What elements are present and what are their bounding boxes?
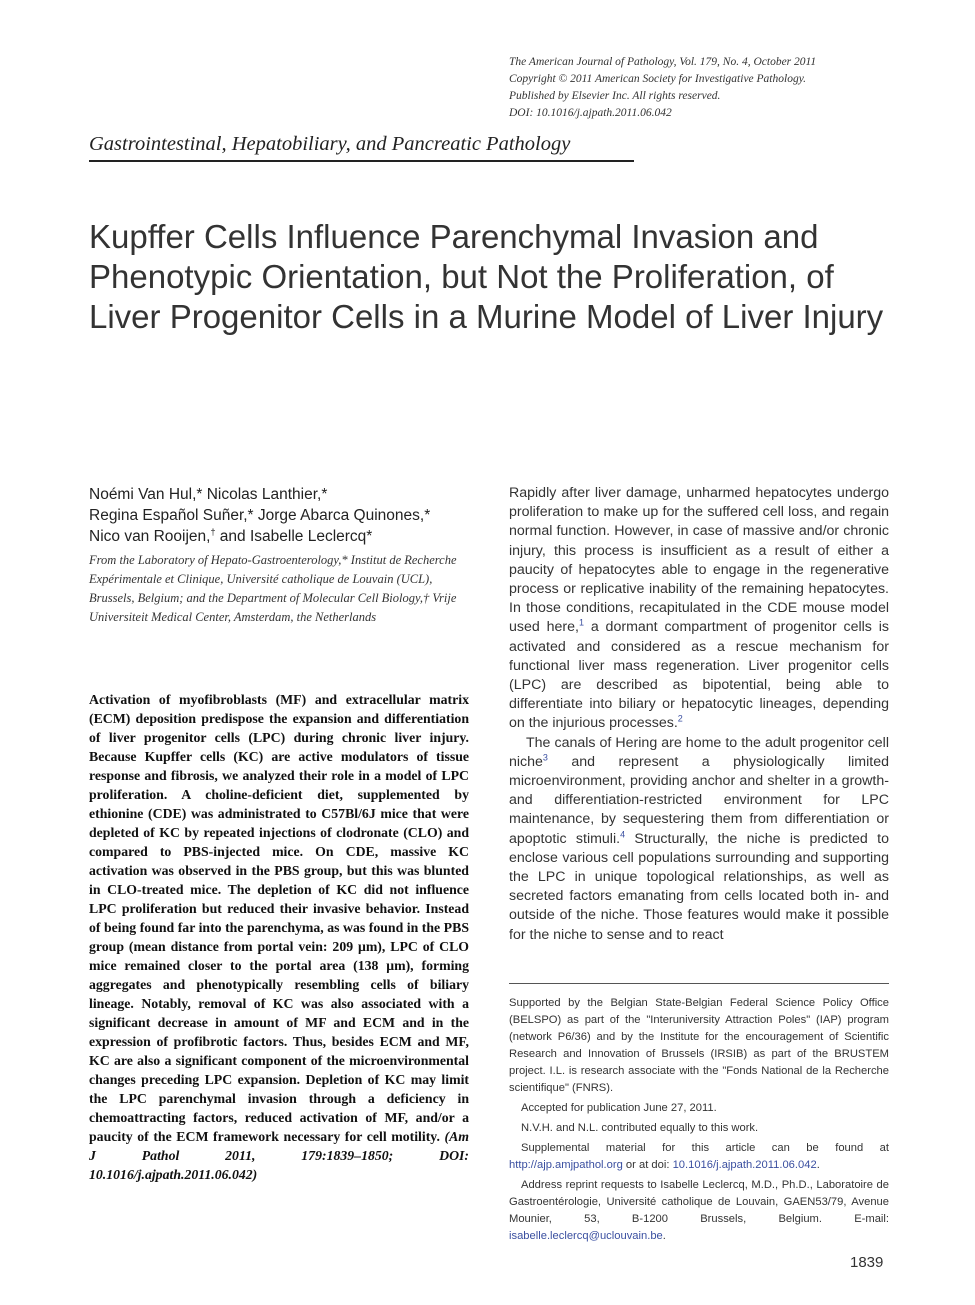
author-line: Nico van Rooijen,† and Isabelle Leclercq* [89,526,373,545]
section-heading: Gastrointestinal, Hepatobiliary, and Pancreatic Pathology [89,133,571,155]
abstract-citation: (Am J Pathol 2011, 179:1839–1850; DOI: 10.1016/j.ajpath.2011.06.042) [89,1129,469,1182]
email-link[interactable]: isabelle.leclercq@uclouvain.be [509,1230,663,1242]
reprint-note: Address reprint requests to Isabelle Leclercq, M.D., Ph.D., Laboratoire de Gastroentérologie, Université catholique de Louvain, GAEN53/79, Avenue Mounier, 53, B-1200 Brussels, Belgium. E-mail: isabelle.leclercq@uclouvain.be. [509,1179,889,1242]
abstract-text: Activation of myofibroblasts (MF) and extracellular matrix (ECM) deposition predispose the expansion and differentiation of liver progenitor cells (LPC) during chronic liver injury. Because Kupffer cells (KC) are active modulators of tissue response and fibrosis, we analyzed their role in a model of LPC proliferation. A choline-deficient diet, supplemented by ethionine (CDE) was administrated to C57Bl/6J mice that were depleted of KC by repeated injections of clodronate (CLO) and compared to PBS-injected mice. On CDE, massive KC activation was observed in the PBS group, but this was blunted in CLO-treated mice. The depletion of KC did not influence LPC proliferation but reduced their invasive behavior. Instead of being found far into the parenchyma, as was found in the PBS group (mean distance from portal vein: 209 μm), LPC of CLO mice remained closer to the portal area (138 μm), forming aggregates and phenotypically resembling cells of biliary lineage. Notably, removal of KC was also associated with a significant decrease in amount of MF and ECM and in the expression of profibrotic factors. Thus, besides ECM and MF, KC are also a significant component of the microenvironmental changes preceding LPC expansion. Depletion of KC may limit the LPC parenchymal invasion through a deficiency in chemoattracting factors, reduced activation of MF, and/or a paucity of the ECM framework necessary for cell motility. [89,692,469,1144]
funding-note: Supported by the Belgian State-Belgian Federal Science Policy Office (BELSPO) as part of the "Interuniversity Attraction Poles" (IAP) program (network P6/36) and by the Institute for the encouragement of Scientific Research and Innovation of Brussels (IRSIB) as part of the BRUSTEM project. I.L. is research associate with the "Fonds National de la Recherche scientifique" (FNRS). [509,997,889,1094]
reference-link[interactable]: 4 [620,828,626,839]
copyright-line: Copyright © 2011 American Society for Investigative Pathology. [509,73,807,85]
footnote-divider [509,983,889,984]
journal-header [509,54,949,122]
reference-link[interactable]: 2 [677,713,683,724]
reference-link[interactable]: 3 [542,752,548,763]
supplemental-link[interactable]: http://ajp.amjpathol.org [509,1159,623,1171]
page-number: 1839 [850,1254,884,1271]
publisher-line: Published by Elsevier Inc. All rights reserved. [509,90,721,102]
article-title: Kupffer Cells Influence Parenchymal Invasion and Phenotypic Orientation, but Not the Proliferation, of Liver Progenitor Cells in a Murine Model of Liver Injury [89,218,884,335]
body-paragraph: The canals of Hering are home to the adult progenitor cell niche$^3$ and represent a physiologically limited microenvironment, providing anchor and shelter in a growth- and differentiation-restricted environment for LPC maintenance, by sequestering them from differentiation or apoptotic stimuli.$^4$ Structurally, the niche is predicted to enclose various cell populations surrounding and supporting the LPC in unique topological relationships, as well as secreted factors emanating from cells located both in- and outside of the niche. Those features would make it possible for the niche to sense and to react [509,734,889,943]
footnotes [509,995,889,1248]
introduction-body [509,484,889,945]
journal-citation-line: The American Journal of Pathology, Vol. 179, No. 4, October 2011 [509,56,817,68]
author-line: Regina Español Suñer,* Jorge Abarca Quinones,* [89,507,431,524]
doi-line: DOI: 10.1016/j.ajpath.2011.06.042 [509,107,672,119]
body-paragraph: Rapidly after liver damage, unharmed hepatocytes undergo proliferation to make up for the suffered cell loss, and regain normal function. However, in case of massive and/or chronic injury, this process is insufficient as a result of either a paucity of hepatocytes able to engage in the regenerative process or replicative inability of the remaining hepatocytes. In those conditions, recapitulated in the CDE mouse model used here,$^1$ a dormant compartment of progenitor cells is activated and considered as a rescue mechanism for functional liver mass regeneration. Liver progenitor cells (LPC) are described as bipotential, being able to differentiate into biliary or hepatocytic lineages, depending on the injurious processes.$^2$ [509,485,889,732]
equal-contribution-note: N.V.H. and N.L. contributed equally to this work. [521,1122,759,1134]
supplemental-note: Supplemental material for this article can be found at http://ajp.amjpathol.org or at doi: 10.1016/j.ajpath.2011.06.042. [509,1142,889,1171]
abstract [89,690,469,1184]
author-line: Noémi Van Hul,* Nicolas Lanthier,* [89,486,328,503]
doi-link[interactable]: 10.1016/j.ajpath.2011.06.042 [672,1159,817,1171]
reference-link[interactable]: 1 [578,617,584,628]
section-underline [89,160,634,162]
affiliations: From the Laboratory of Hepato-Gastroenterology,* Institut de Recherche Expérimentale et Clinique, Université catholique de Louvain (UCL), Brussels, Belgium; and the Department of Molecular Cell Biology,† Vrije Universiteit Medical Center, Amsterdam, the Netherlands [89,553,457,624]
author-list [89,484,479,547]
accepted-note: Accepted for publication June 27, 2011. [521,1102,717,1114]
